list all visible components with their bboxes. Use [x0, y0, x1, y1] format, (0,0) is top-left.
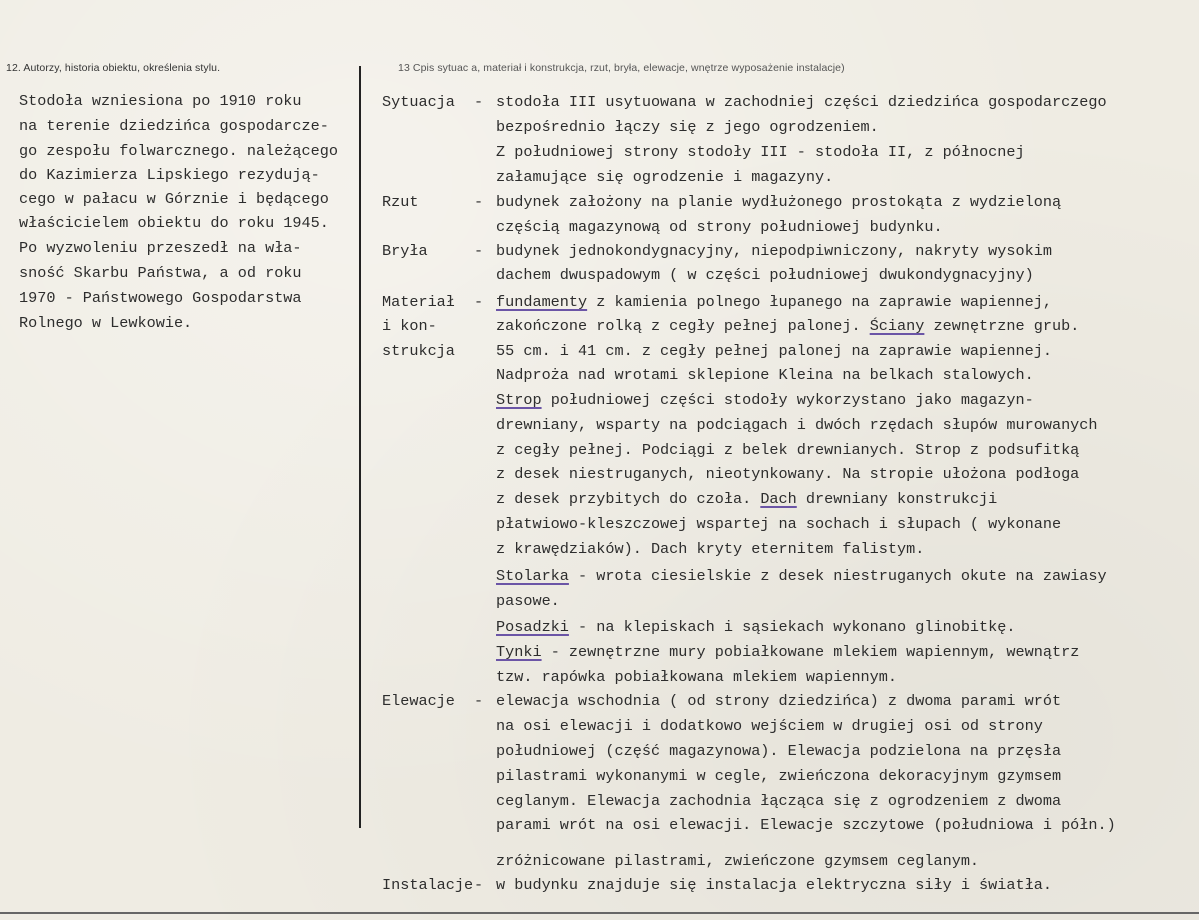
history-line: 1970 - Państwowego Gospodarstwa [19, 289, 302, 307]
section-12-header: 12. Autorzy, historia obiektu, określenia stylu. [6, 62, 221, 74]
material-line: 55 cm. i 41 cm. z cegły pełnej palonej na zaprawie wapiennej. [496, 342, 1052, 360]
material-line: tzw. rapówka pobiałkowana mlekiem wapiennym. [496, 668, 898, 686]
material-text: zakończone rolką z cegły pełnej palonej. [496, 317, 870, 335]
material-text: z kamienia polnego łupanego na zaprawie wapiennej, [587, 293, 1052, 311]
history-line: sność Skarbu Państwa, a od roku [19, 264, 302, 282]
material-line [496, 643, 1079, 661]
dach-heading: Dach [760, 490, 797, 508]
bryla-line: budynek jednokondygnacyjny, niepodpiwniczony, nakryty wysokim [496, 242, 1052, 260]
bottom-rule [0, 912, 1199, 914]
strop-heading: Strop [496, 391, 542, 409]
material-text: południowej części stodoły wykorzystano jako magazyn- [541, 391, 1034, 409]
history-line: go zespołu folwarcznego. należącego [19, 142, 338, 160]
posadzki-heading: Posadzki [496, 618, 569, 636]
material-line [496, 391, 1034, 409]
material-line [496, 293, 1052, 311]
material-text: zewnętrzne grub. [924, 317, 1080, 335]
elewacje-line: parami wrót na osi elewacji. Elewacje szczytowe (południowa i półn.) [496, 816, 1116, 834]
rzut-line: częścią magazynową od strony południowej budynku. [496, 218, 943, 236]
elewacje-line: pilastrami wykonanymi w cegle, zwieńczona dekoracyjnym gzymsem [496, 767, 1062, 785]
material-line: pasowe. [496, 592, 560, 610]
bryla-line: dachem dwuspadowym ( w części południowej dwukondygnacyjny) [496, 266, 1034, 284]
sytuacja-line: załamujące się ogrodzenie i magazyny. [496, 168, 834, 186]
material-text: - wrota ciesielskie z desek niestruganych okute na zawiasy [568, 567, 1107, 585]
material-line: drewniany, wsparty na podciągach i dwóch rzędach słupów murowanych [496, 416, 1098, 434]
material-text: drewniany konstrukcji [796, 490, 998, 508]
rzut-dash: - [474, 193, 484, 211]
rzut-line: budynek założony na planie wydłużonego prostokąta z wydzieloną [496, 193, 1062, 211]
section-13-header: 13 Cpis sytuac a, materiał i konstrukcja, rzut, bryła, elewacje, wnętrze wyposażenie instalacje) [398, 62, 845, 74]
material-line: z desek niestruganych, nieotynkowany. Na stropie ułożona podłoga [496, 465, 1080, 483]
instalacje-line: w budynku znajduje się instalacja elektryczna siły i światła. [496, 876, 1052, 894]
material-text: z desek przybitych do czoła. [496, 490, 761, 508]
elewacje-line: zróżnicowane pilastrami, zwieńczone gzymsem ceglanym. [496, 852, 980, 870]
history-line: cego w pałacu w Górznie i będącego [19, 190, 329, 208]
bryla-label: Bryła [382, 242, 428, 260]
history-line: na terenie dziedzińca gospodarcze- [19, 117, 329, 135]
material-text: - na klepiskach i sąsiekach wykonano glinobitkę. [568, 618, 1016, 636]
sciany-heading: Ściany [869, 317, 925, 335]
material-line [496, 490, 997, 508]
history-line: do Kazimierza Lipskiego rezydują- [19, 166, 320, 184]
bryla-dash: - [474, 242, 484, 260]
history-line: Rolnego w Lewkowie. [19, 314, 193, 332]
rzut-label: Rzut [382, 193, 419, 211]
sytuacja-dash: - [474, 93, 484, 111]
elewacje-dash: - [474, 692, 484, 710]
instalacje-label: Instalacje [382, 876, 474, 894]
material-text: - zewnętrzne mury pobiałkowane mlekiem wapiennym, wewnątrz [541, 643, 1080, 661]
material-dash: - [474, 293, 484, 311]
sytuacja-line: stodoła III usytuowana w zachodniej części dziedzińca gospodarczego [496, 93, 1107, 111]
material-line: z krawędziaków). Dach kryty eternitem falistym. [496, 540, 925, 558]
material-label: Materiał [382, 293, 455, 311]
material-line: płatwiowo-kleszczowej wspartej na sochach i słupach ( wykonane [496, 515, 1062, 533]
material-line: z cegły pełnej. Podciągi z belek drewnianych. Strop z podsufitką [496, 441, 1080, 459]
elewacje-label: Elewacje [382, 692, 455, 710]
stolarka-heading: Stolarka [496, 567, 569, 585]
material-label: strukcja [382, 342, 455, 360]
sytuacja-line: Z południowej strony stodoły III - stodoła II, z północnej [496, 143, 1025, 161]
instalacje-dash: - [474, 876, 484, 894]
sytuacja-line: bezpośrednio łączy się z jego ogrodzeniem. [496, 118, 879, 136]
elewacje-line: na osi elewacji i dodatkowo wejściem w drugiej osi od strony [496, 717, 1043, 735]
material-label: i kon- [382, 317, 437, 335]
material-line [496, 317, 1079, 335]
material-line: Nadproża nad wrotami sklepione Kleina na belkach stalowych. [496, 366, 1034, 384]
elewacje-line: ceglanym. Elewacja zachodnia łącząca się z ogrodzeniem z dwoma [496, 792, 1062, 810]
elewacje-line: południowej (część magazynowa). Elewacja podzielona na przęsła [496, 742, 1062, 760]
column-divider [359, 66, 361, 828]
history-line: właścicielem obiektu do roku 1945. [19, 214, 329, 232]
material-line [496, 567, 1107, 585]
material-line [496, 618, 1016, 636]
tynki-heading: Tynki [496, 643, 542, 661]
fundamenty-heading: fundamenty [496, 293, 588, 311]
history-line: Stodoła wzniesiona po 1910 roku [19, 92, 302, 110]
elewacje-line: elewacja wschodnia ( od strony dziedzińca) z dwoma parami wrót [496, 692, 1062, 710]
sytuacja-label: Sytuacja [382, 93, 455, 111]
history-line: Po wyzwoleniu przeszedł na wła- [19, 239, 302, 257]
